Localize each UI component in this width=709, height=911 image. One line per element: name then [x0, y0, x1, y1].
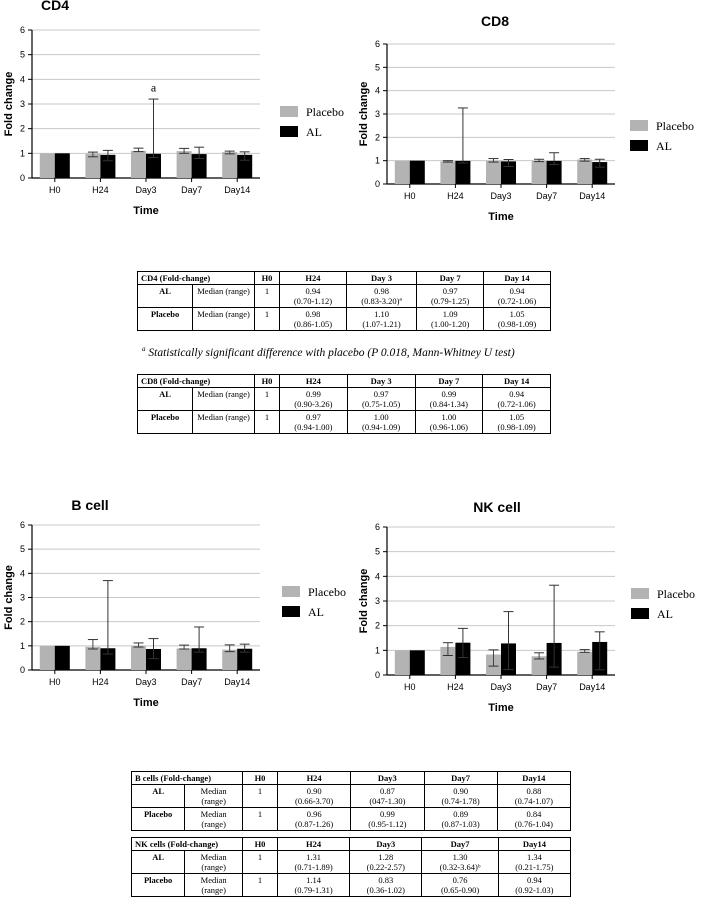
- x-axis-label: Time: [488, 211, 514, 223]
- table-nkcell: [131, 837, 571, 897]
- cell-median: 0.98: [374, 286, 389, 296]
- y-tick-label: 5: [374, 62, 380, 73]
- table-cell: [417, 308, 484, 331]
- table-cell: [350, 851, 422, 874]
- cell-median: 1.05: [509, 309, 525, 319]
- bar-placebo: [40, 646, 55, 670]
- row-group-label: Placebo: [138, 308, 193, 331]
- legend-swatch-placebo: [280, 106, 298, 117]
- table-cell: [497, 808, 570, 831]
- table-cell: [415, 388, 483, 411]
- table-row: [132, 785, 571, 808]
- cell-median: 0.96: [306, 809, 322, 819]
- bar-placebo: [131, 151, 146, 178]
- y-tick-label: 3: [19, 99, 25, 109]
- legend-label-al: AL: [657, 607, 673, 621]
- y-tick-label: 6: [374, 522, 380, 532]
- cell-range: (0.84-1.34): [429, 399, 468, 409]
- chart-cd8-svg: [355, 10, 705, 235]
- chart-bcell-svg: [0, 490, 360, 715]
- bar-al: [410, 161, 425, 184]
- cell-range: (0.86-1.05): [293, 319, 333, 329]
- bar-placebo: [395, 161, 410, 184]
- cell-range: (0.90-3.26): [294, 399, 333, 409]
- cell-range: (0.22-2.57): [366, 862, 405, 872]
- table-header-cell: NK cells (Fold-change): [132, 838, 243, 851]
- table-cell: [280, 388, 348, 411]
- x-tick-label: Day7: [536, 682, 558, 692]
- cell-range: (0.72-1.06): [497, 296, 537, 306]
- x-tick-label: Day7: [536, 191, 558, 201]
- cell-median: 1.09: [442, 309, 458, 319]
- y-axis-label: Fold change: [358, 568, 370, 634]
- y-tick-label: 1: [374, 155, 380, 166]
- table-cell: [280, 411, 348, 434]
- y-tick-label: 1: [19, 148, 25, 159]
- legend-swatch-placebo: [630, 120, 648, 131]
- bar-placebo: [395, 650, 410, 675]
- table-cell: [498, 874, 570, 897]
- bar-placebo: [222, 650, 237, 670]
- y-tick-label: 6: [19, 25, 25, 35]
- cell-range: (0.21-1.75): [515, 862, 554, 872]
- row-stat-label: Median (range): [193, 308, 255, 331]
- x-tick-label: H0: [49, 677, 61, 687]
- table-header-cell: B cells (Fold-change): [132, 772, 243, 785]
- cell-range: (0.32-3.64)ᵇ: [439, 862, 481, 872]
- table-header-cell: Day 3: [346, 272, 416, 285]
- x-tick-label: H0: [404, 191, 416, 201]
- table-cell: [280, 308, 347, 331]
- table-header-cell: H0: [255, 272, 280, 285]
- table-row: [138, 285, 551, 308]
- cell-median: 0.94: [305, 286, 321, 296]
- bar-al: [55, 646, 70, 670]
- row-group-label: Placebo: [132, 874, 185, 897]
- cell-range: (0.76-1.04): [514, 819, 553, 829]
- y-axis-label: Fold change: [3, 71, 15, 137]
- cell-range: (0.83-3.20)ª: [361, 296, 402, 306]
- table-cell: [278, 851, 350, 874]
- cell-range: (1.00-1.20): [431, 319, 470, 329]
- bar-placebo: [486, 161, 501, 184]
- cell-median: 0.99: [379, 809, 395, 819]
- legend-label-placebo: Placebo: [657, 587, 695, 601]
- table-cell: [424, 785, 497, 808]
- row-stat-label: Median (range): [185, 851, 243, 874]
- cell-range: (0.65-0.90): [440, 885, 480, 895]
- row-stat-label: Median (range): [193, 388, 255, 411]
- cell-median: 0.90: [306, 786, 322, 796]
- table-header-cell: H24: [280, 272, 347, 285]
- legend-label-al: AL: [656, 139, 672, 153]
- table-header-cell: CD4 (Fold-change): [138, 272, 255, 285]
- table-cell: [497, 785, 570, 808]
- table-header-row: [138, 272, 551, 285]
- cell-range: (0.95-1.12): [368, 819, 407, 829]
- cell-median: 0.89: [453, 809, 469, 819]
- cell-range: (0.87-1.26): [295, 819, 334, 829]
- table-header-cell: Day7: [424, 772, 497, 785]
- row-group-label: AL: [132, 785, 185, 808]
- table-cell: [422, 874, 498, 897]
- table-header-cell: H24: [278, 772, 351, 785]
- y-tick-label: 0: [374, 179, 380, 189]
- legend-swatch-placebo: [282, 586, 300, 597]
- bar-placebo: [131, 646, 146, 670]
- table-header-row: [132, 772, 571, 785]
- table-cell: 1: [255, 411, 280, 434]
- cell-range: (0.87-1.03): [441, 819, 480, 829]
- cell-median: 1.05: [509, 412, 525, 422]
- table-header-cell: H0: [255, 375, 280, 388]
- table-cell: 1: [243, 808, 278, 831]
- table-cell: [484, 285, 551, 308]
- table-cell: [278, 808, 351, 831]
- table-header-cell: Day 7: [415, 375, 483, 388]
- y-tick-label: 5: [374, 546, 380, 557]
- y-tick-label: 4: [19, 568, 25, 579]
- cell-median: 0.97: [442, 286, 458, 296]
- x-tick-label: Day3: [490, 682, 512, 692]
- y-tick-label: 6: [374, 39, 380, 49]
- annotation-label: a: [150, 80, 157, 95]
- x-tick-label: Day3: [135, 185, 157, 195]
- table-header-cell: Day 3: [347, 375, 415, 388]
- x-tick-label: Day3: [135, 677, 157, 687]
- cell-range: (0.79-1.31): [294, 885, 333, 895]
- legend-swatch-al: [630, 140, 648, 151]
- x-axis-label: Time: [133, 205, 159, 217]
- bar-placebo: [577, 160, 592, 185]
- table-header-cell: Day3: [350, 838, 422, 851]
- cell-median: 1.28: [378, 852, 394, 862]
- y-tick-label: 4: [19, 74, 25, 85]
- cell-median: 0.88: [526, 786, 542, 796]
- x-tick-label: Day7: [181, 185, 203, 195]
- table-header-cell: Day14: [497, 772, 570, 785]
- row-group-label: Placebo: [138, 411, 193, 434]
- row-group-label: AL: [138, 285, 193, 308]
- x-tick-label: Day3: [490, 191, 512, 201]
- cell-range: (0.94-1.00): [294, 422, 333, 432]
- y-tick-label: 4: [374, 571, 380, 582]
- table-header-cell: Day 14: [483, 375, 551, 388]
- bar-placebo: [577, 652, 592, 675]
- chart-nkcell-svg: [355, 490, 705, 715]
- table-cell: [415, 411, 483, 434]
- table-cell: [347, 411, 415, 434]
- table-header-cell: H0: [243, 838, 278, 851]
- cell-median: 0.97: [373, 389, 389, 399]
- x-axis-label: Time: [133, 697, 159, 709]
- table-cell: [278, 874, 350, 897]
- table-cell: 1: [255, 308, 280, 331]
- y-tick-label: 1: [374, 645, 380, 656]
- chart-cd8: [355, 10, 705, 235]
- cell-median: 0.87: [379, 786, 395, 796]
- cell-range: (0.92-1.03): [515, 885, 554, 895]
- cell-median: 0.84: [526, 809, 542, 819]
- x-tick-label: Day14: [579, 682, 606, 692]
- y-tick-label: 2: [19, 616, 25, 627]
- cell-range: (0.75-1.05): [362, 399, 401, 409]
- cell-range: (0.79-1.25): [431, 296, 470, 306]
- cell-range: (0.72-1.06): [497, 399, 536, 409]
- bar-placebo: [85, 154, 100, 178]
- cell-range: (0.66-3.70): [295, 796, 334, 806]
- cell-range: (0.96-1.06): [429, 422, 468, 432]
- cell-median: 0.98: [305, 309, 321, 319]
- y-tick-label: 2: [374, 132, 380, 143]
- bar-placebo: [177, 648, 192, 670]
- cell-median: 0.90: [453, 786, 469, 796]
- row-group-label: AL: [132, 851, 185, 874]
- table-cell: 1: [255, 388, 280, 411]
- cell-median: 0.97: [305, 412, 321, 422]
- cell-median: 0.94: [509, 389, 525, 399]
- table-header-cell: Day 7: [417, 272, 484, 285]
- bar-placebo: [40, 153, 55, 178]
- legend-swatch-al: [280, 126, 298, 137]
- x-tick-label: H24: [92, 185, 109, 195]
- x-tick-label: H0: [404, 682, 416, 692]
- chart-title: CD4: [40, 0, 70, 13]
- legend-swatch-al: [631, 608, 649, 619]
- footnote-mark: a: [142, 345, 146, 353]
- chart-title: NK cell: [473, 499, 521, 515]
- cell-range: (0.71-1.89): [294, 862, 333, 872]
- table-bcell: [131, 771, 571, 831]
- y-tick-label: 0: [374, 670, 380, 680]
- table-cell: 1: [243, 851, 278, 874]
- x-tick-label: H24: [447, 191, 464, 201]
- chart-bcell: [0, 490, 360, 715]
- x-tick-label: H24: [447, 682, 464, 692]
- table-row: [138, 388, 551, 411]
- table-header-cell: H24: [280, 375, 348, 388]
- table-cell: [350, 874, 422, 897]
- bar-al: [55, 153, 70, 178]
- chart-nkcell: [355, 490, 705, 715]
- cell-median: 1.31: [306, 852, 322, 862]
- row-group-label: Placebo: [132, 808, 185, 831]
- table-cell: [351, 785, 424, 808]
- chart-cd4: [0, 0, 360, 225]
- y-tick-label: 5: [19, 544, 25, 555]
- row-stat-label: Median (range): [185, 785, 243, 808]
- bar-al: [455, 161, 470, 184]
- legend-swatch-placebo: [631, 588, 649, 599]
- row-stat-label: Median (range): [185, 808, 243, 831]
- cell-median: 0.99: [305, 389, 321, 399]
- cell-median: 0.99: [441, 389, 457, 399]
- bar-placebo: [440, 161, 455, 184]
- y-tick-label: 3: [374, 109, 380, 119]
- y-tick-label: 5: [19, 49, 25, 60]
- chart-title: CD8: [480, 13, 510, 29]
- table-cell: [417, 285, 484, 308]
- bar-placebo: [532, 161, 547, 184]
- table-cell: [346, 308, 416, 331]
- row-stat-label: Median (range): [193, 411, 255, 434]
- table-row: [132, 808, 571, 831]
- x-tick-label: Day14: [579, 191, 606, 201]
- cell-range: (0.70-1.12): [293, 296, 333, 306]
- y-axis-label: Fold change: [358, 81, 370, 147]
- cd4-footnote: [142, 345, 515, 359]
- cell-range: (0.94-1.09): [362, 422, 401, 432]
- table-cd4: [137, 271, 551, 331]
- cell-range: (0.98-1.09): [497, 319, 537, 329]
- legend-swatch-al: [282, 606, 300, 617]
- table-cell: [346, 285, 416, 308]
- bar-placebo: [177, 151, 192, 178]
- table-header-cell: H0: [243, 772, 278, 785]
- bar-placebo: [222, 152, 237, 178]
- table-row: [138, 308, 551, 331]
- table-header-cell: CD8 (Fold-change): [138, 375, 255, 388]
- table-header-cell: Day3: [351, 772, 424, 785]
- table-cell: 1: [243, 785, 278, 808]
- table-cd8: [137, 374, 551, 434]
- table-header-cell: Day7: [422, 838, 498, 851]
- table-row: [132, 874, 571, 897]
- table-cell: [347, 388, 415, 411]
- y-tick-label: 3: [19, 592, 25, 603]
- cell-median: 1.10: [374, 309, 389, 319]
- cell-range: (1.07-1.21): [362, 319, 401, 329]
- table-cell: [280, 285, 347, 308]
- table-cell: [498, 851, 570, 874]
- cell-range: (0.36-1.02): [366, 885, 405, 895]
- y-tick-label: 2: [374, 620, 380, 631]
- cell-median: 1.14: [306, 875, 322, 885]
- table-header-cell: Day14: [498, 838, 570, 851]
- cell-range: (0.74-1.78): [441, 796, 480, 806]
- x-tick-label: Day14: [224, 185, 251, 195]
- y-tick-label: 0: [19, 173, 25, 183]
- chart-title: B cell: [71, 497, 109, 513]
- chart-cd4-svg: [0, 0, 360, 225]
- cell-median: 1.30: [452, 852, 468, 862]
- cell-range: (047-1.30): [369, 796, 406, 806]
- row-stat-label: Median (range): [193, 285, 255, 308]
- table-cell: [483, 388, 551, 411]
- y-tick-label: 1: [19, 640, 25, 651]
- cell-median: 1.00: [441, 412, 457, 422]
- x-tick-label: H24: [92, 677, 109, 687]
- table-row: [132, 851, 571, 874]
- x-tick-label: H0: [49, 185, 61, 195]
- bar-placebo: [85, 647, 100, 670]
- table-header-row: [138, 375, 551, 388]
- cell-median: 1.00: [373, 412, 389, 422]
- table-cell: 1: [255, 285, 280, 308]
- table-cell: [424, 808, 497, 831]
- table-header-row: [132, 838, 571, 851]
- y-tick-label: 2: [19, 123, 25, 134]
- table-cell: [422, 851, 498, 874]
- row-stat-label: Median (range): [185, 874, 243, 897]
- legend-label-al: AL: [308, 605, 324, 619]
- table-cell: [484, 308, 551, 331]
- legend-label-placebo: Placebo: [308, 585, 346, 599]
- table-cell: [483, 411, 551, 434]
- table-row: [138, 411, 551, 434]
- y-tick-label: 3: [374, 596, 380, 606]
- y-tick-label: 4: [374, 85, 380, 96]
- bar-al: [410, 650, 425, 675]
- x-axis-label: Time: [488, 702, 514, 714]
- x-tick-label: Day7: [181, 677, 203, 687]
- cell-range: (0.74-1.07): [514, 796, 553, 806]
- cell-median: 0.83: [378, 875, 394, 885]
- y-tick-label: 6: [19, 520, 25, 530]
- table-header-cell: Day 14: [484, 272, 551, 285]
- cell-median: 0.94: [526, 875, 542, 885]
- table-cell: [351, 808, 424, 831]
- table-cell: 1: [243, 874, 278, 897]
- row-group-label: AL: [138, 388, 193, 411]
- x-tick-label: Day14: [224, 677, 251, 687]
- footnote-text: Statistically significant difference with placebo (P 0.018, Mann-Whitney U test): [145, 346, 515, 359]
- legend-label-placebo: Placebo: [656, 119, 694, 133]
- legend-label-al: AL: [306, 125, 322, 139]
- cell-median: 0.76: [452, 875, 468, 885]
- y-tick-label: 0: [19, 665, 25, 675]
- cell-range: (0.98-1.09): [497, 422, 536, 432]
- cell-median: 1.34: [526, 852, 542, 862]
- legend-label-placebo: Placebo: [306, 105, 344, 119]
- cell-median: 0.94: [509, 286, 525, 296]
- table-cell: [278, 785, 351, 808]
- table-header-cell: H24: [278, 838, 350, 851]
- y-axis-label: Fold change: [3, 565, 15, 630]
